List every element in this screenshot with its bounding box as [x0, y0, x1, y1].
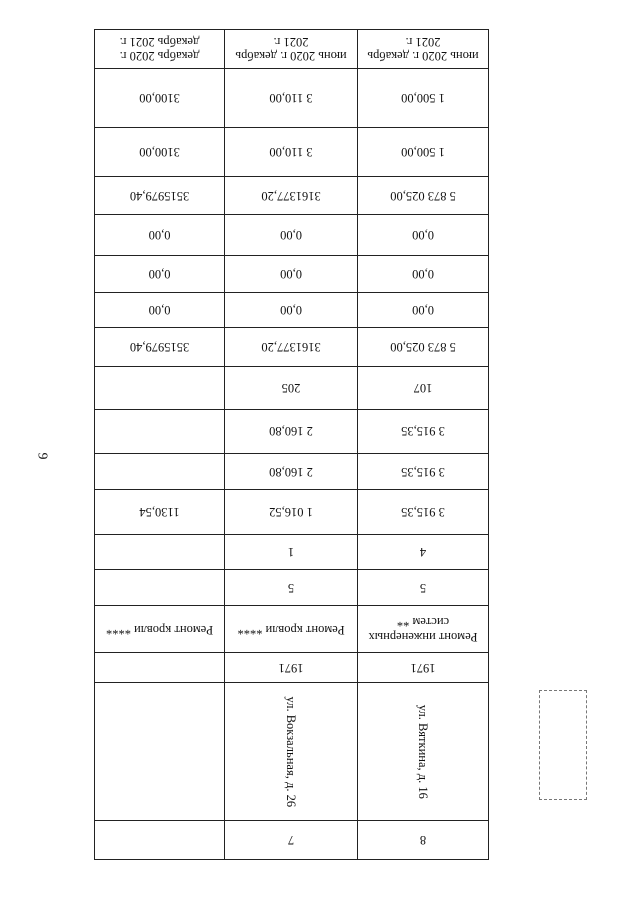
table-row	[95, 453, 489, 490]
value-cell: 0,00	[225, 292, 358, 328]
address-cell: ул. Вяткина, д. 16	[358, 682, 489, 821]
value-cell: 0,00	[358, 292, 489, 328]
table-row	[95, 490, 489, 535]
period-header: июнь 2020 г. декабрь 2021 г.	[225, 30, 358, 69]
period-header: июнь 2020 г. декабрь 2021 г.	[358, 30, 489, 69]
value-cell: 107	[358, 367, 489, 410]
value-cell: 3 915,35	[358, 409, 489, 453]
table-row	[95, 821, 489, 860]
value-cell: 3100,00	[95, 127, 225, 176]
value-cell: 0,00	[95, 215, 225, 256]
table-row	[95, 535, 489, 570]
value-cell	[95, 453, 225, 490]
work-type-cell: Ремонт кровли ****	[225, 606, 358, 653]
value-cell: 3 110,00	[225, 127, 358, 176]
row-number: 8	[358, 821, 489, 860]
table-row	[95, 127, 489, 176]
table-row	[95, 653, 489, 683]
page-number: 9	[34, 452, 50, 460]
value-cell: 3 110,00	[225, 68, 358, 127]
value-cell: 3515979,40	[95, 176, 225, 215]
table-row	[95, 409, 489, 453]
value-cell: 3100,00	[95, 68, 225, 127]
year-cell	[95, 653, 225, 683]
value-cell	[95, 535, 225, 570]
value-cell: 5 873 025,00	[358, 328, 489, 367]
value-cell: 1 500,00	[358, 68, 489, 127]
value-cell: 3 915,35	[358, 490, 489, 535]
value-cell: 5	[358, 569, 489, 606]
value-cell: 0,00	[95, 256, 225, 293]
table-row	[95, 292, 489, 328]
repair-table	[94, 29, 489, 860]
table-row	[95, 569, 489, 606]
value-cell: 0,00	[225, 215, 358, 256]
table-row	[95, 215, 489, 256]
value-cell	[95, 569, 225, 606]
value-cell: 3161377,20	[225, 328, 358, 367]
table-row	[95, 256, 489, 293]
value-cell: 205	[225, 367, 358, 410]
table-row	[95, 68, 489, 127]
table-row	[95, 606, 489, 653]
row-number	[95, 821, 225, 860]
value-cell: 1	[225, 535, 358, 570]
value-cell: 0,00	[358, 215, 489, 256]
period-header: декабрь 2020 г. декабрь 2021 г.	[95, 30, 225, 69]
table-row	[95, 367, 489, 410]
value-cell: 1 500,00	[358, 127, 489, 176]
value-cell	[95, 409, 225, 453]
value-cell: 1 016,52	[225, 490, 358, 535]
value-cell: 0,00	[225, 256, 358, 293]
row-number: 7	[225, 821, 358, 860]
approval-stamp	[539, 690, 587, 800]
rotated-table-container	[95, 29, 489, 860]
table-row	[95, 682, 489, 821]
value-cell: 3 915,35	[358, 453, 489, 490]
value-cell: 0,00	[358, 256, 489, 293]
address-cell	[95, 682, 225, 821]
value-cell: 5	[225, 569, 358, 606]
value-cell	[95, 367, 225, 410]
value-cell: 1130,54	[95, 490, 225, 535]
work-type-cell: Ремонт кровли ****	[95, 606, 225, 653]
value-cell: 0,00	[95, 292, 225, 328]
work-type-cell: Ремонт инженерных систем **	[358, 606, 489, 653]
value-cell: 4	[358, 535, 489, 570]
value-cell: 2 160,80	[225, 409, 358, 453]
table-row	[95, 176, 489, 215]
value-cell: 3515979,40	[95, 328, 225, 367]
address-cell: ул. Вокзальная, д. 26	[225, 682, 358, 821]
value-cell: 5 873 025,00	[358, 176, 489, 215]
table-row	[95, 328, 489, 367]
year-cell: 1971	[358, 653, 489, 683]
value-cell: 3161377,20	[225, 176, 358, 215]
value-cell: 2 160,80	[225, 453, 358, 490]
table-row	[95, 30, 489, 69]
year-cell: 1971	[225, 653, 358, 683]
